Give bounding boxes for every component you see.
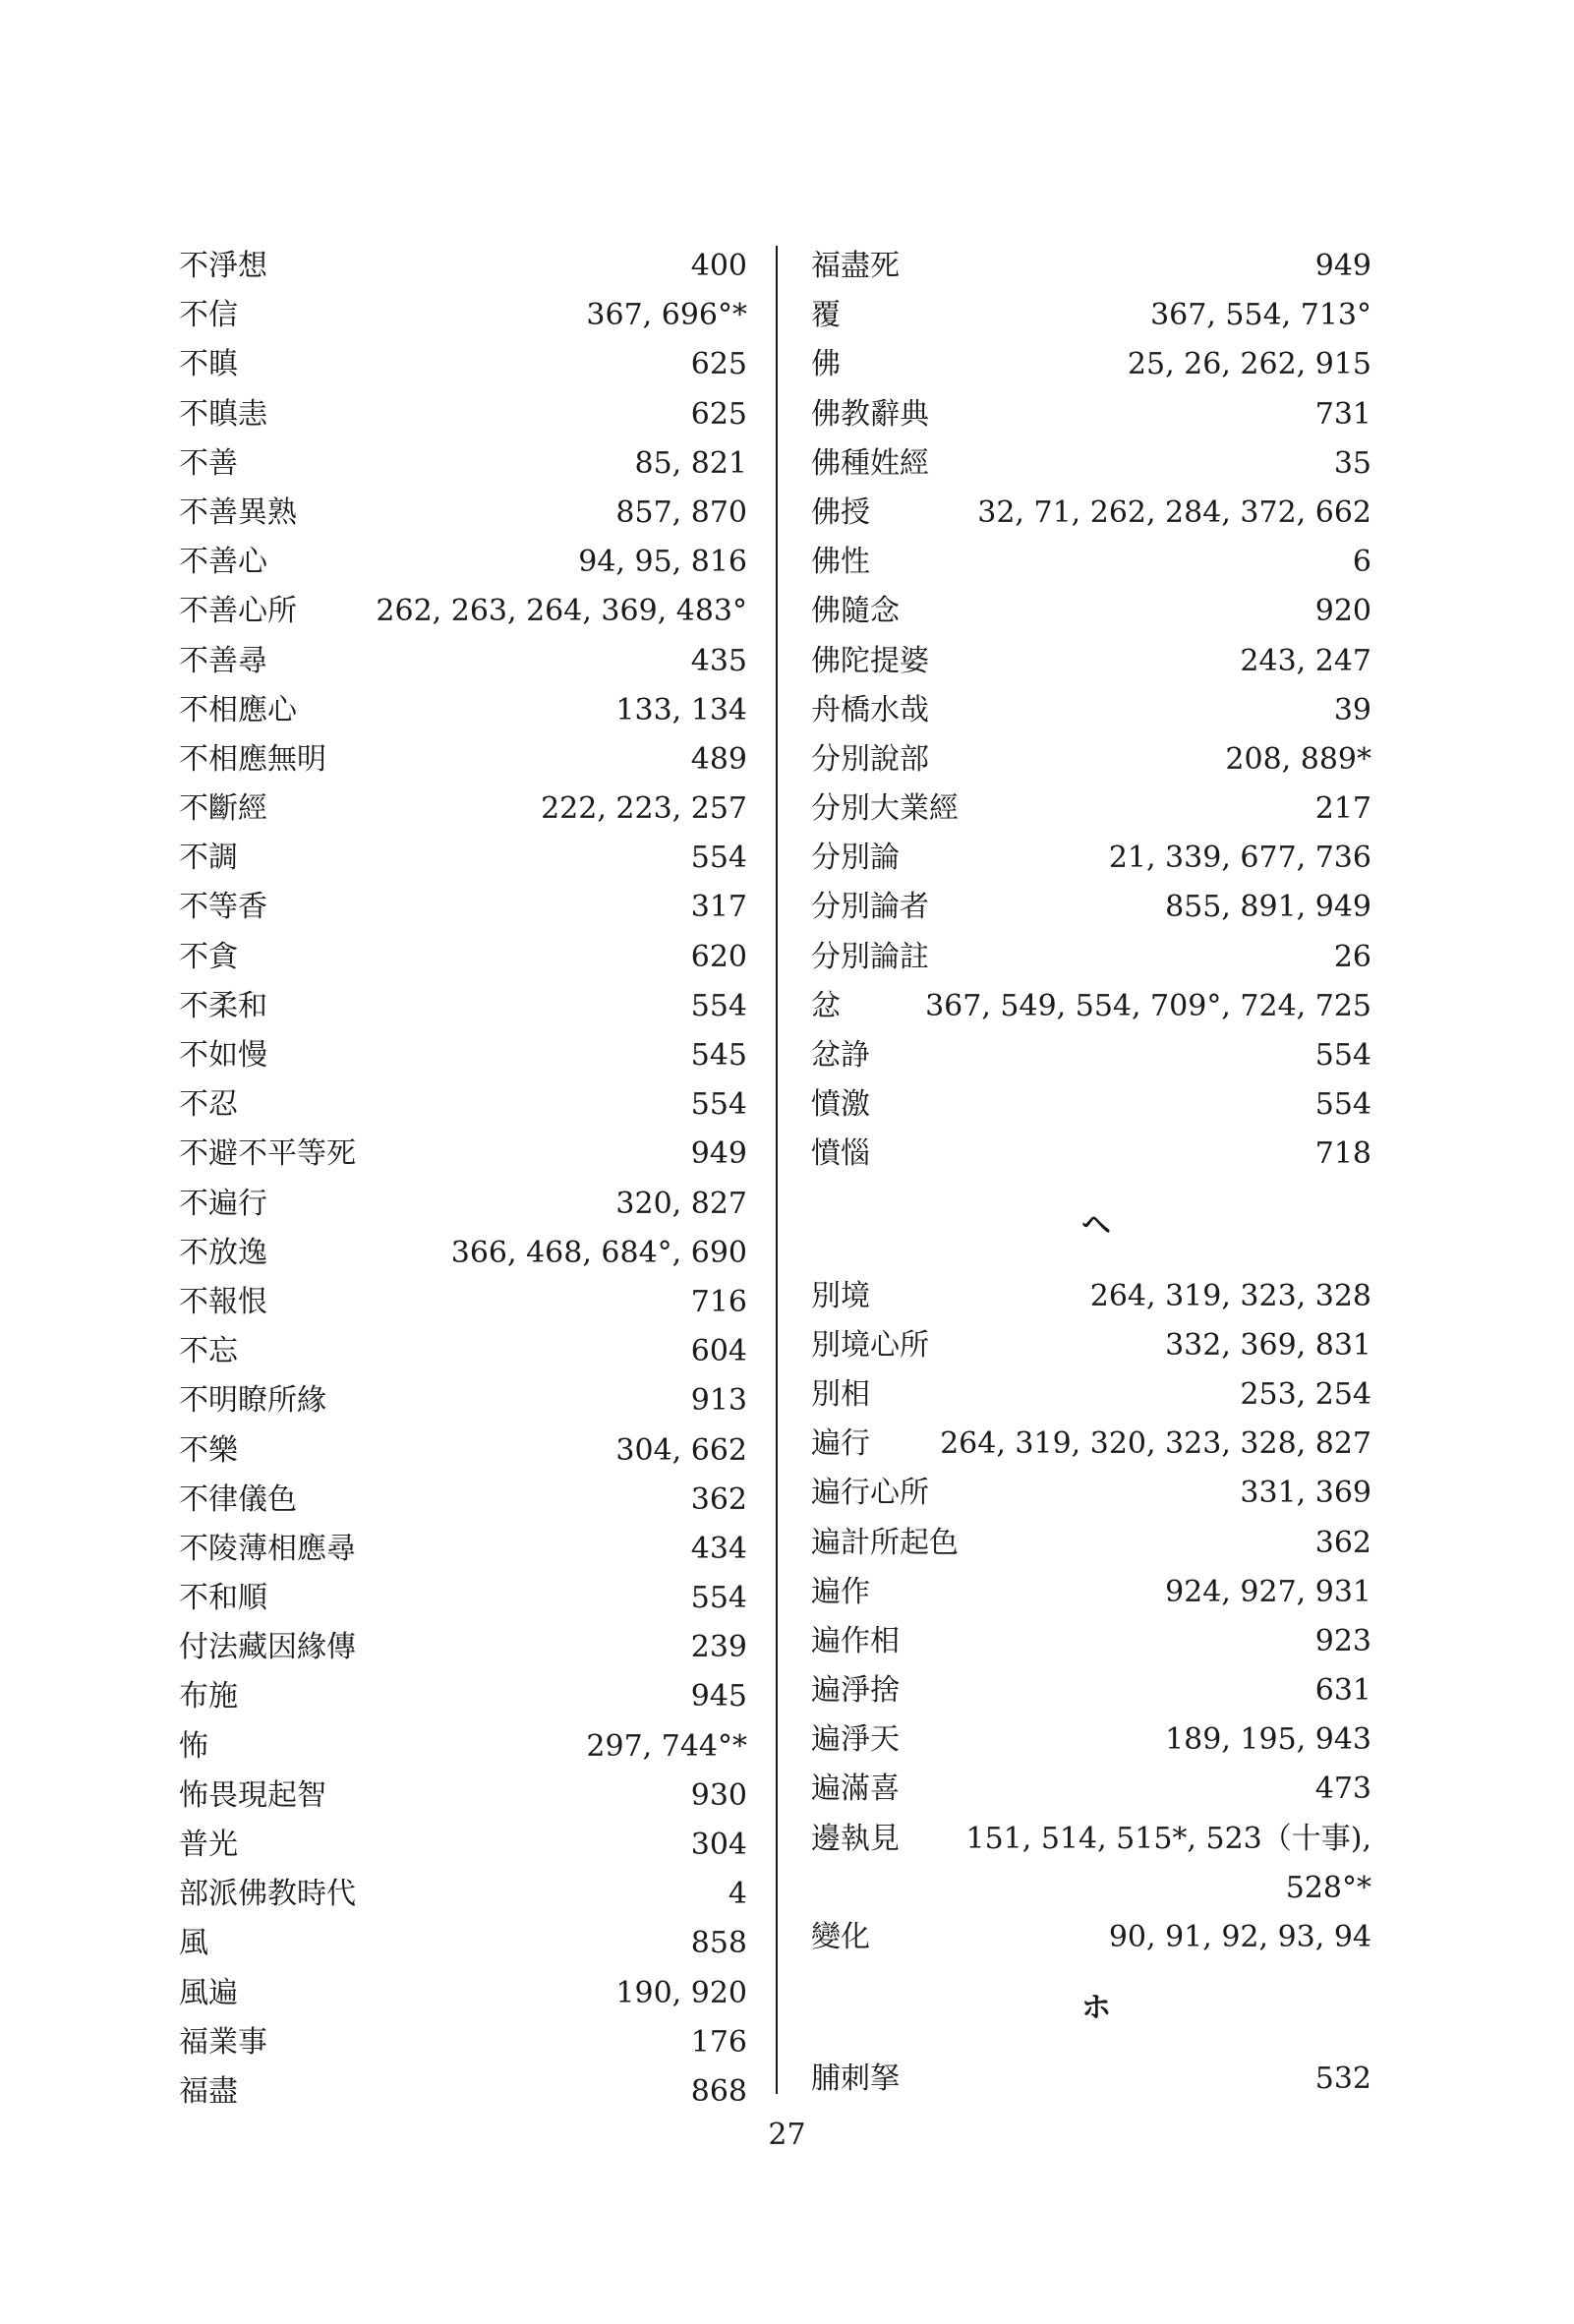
index-term: 遍淨捨	[811, 1673, 900, 1709]
index-term: 福盡死	[811, 249, 900, 283]
index-term: 憤激	[811, 1087, 870, 1123]
index-entry	[811, 390, 1371, 439]
index-page-refs: 857, 870	[615, 494, 747, 530]
index-term: 不調	[179, 841, 238, 876]
index-term: 不明瞭所緣	[179, 1383, 326, 1419]
index-page-refs: 435	[690, 643, 747, 678]
index-page-refs: 367, 696°*	[586, 298, 747, 333]
index-entry	[179, 1772, 747, 1821]
left-column	[179, 242, 747, 2117]
index-term: 不善心所	[179, 594, 297, 629]
index-page-refs: 718	[1314, 1136, 1371, 1172]
index-term: 不遍行	[179, 1186, 267, 1221]
right-column	[811, 242, 1371, 2104]
index-term: 不信	[179, 298, 238, 333]
index-page-refs: 222, 223, 257	[541, 791, 747, 827]
index-term: 不善異熟	[179, 494, 297, 530]
index-term: 佛種姓經	[811, 445, 929, 481]
index-term: 不淨想	[179, 249, 267, 283]
index-page-refs: 625	[690, 347, 747, 382]
index-entry	[811, 439, 1371, 489]
index-term: 遍行	[811, 1426, 870, 1462]
index-page-refs: 297, 744°*	[586, 1728, 747, 1764]
spacer	[811, 1962, 1371, 1984]
index-page-refs: 133, 134	[615, 692, 747, 727]
index-entry	[179, 538, 747, 587]
index-page-refs: 331, 369	[1240, 1476, 1371, 1511]
index-entry	[179, 1229, 747, 1278]
index-term: 不善	[179, 445, 238, 481]
index-entry	[179, 2067, 747, 2117]
index-page-refs: 473	[1314, 1772, 1371, 1807]
index-page-refs: 920	[1314, 594, 1371, 629]
index-term: 布施	[179, 1679, 238, 1714]
index-term: 風	[179, 1926, 208, 1961]
index-page-refs: 362	[690, 1482, 747, 1517]
index-page-refs: 367, 549, 554, 709°, 724, 725	[925, 988, 1371, 1023]
index-entry	[179, 1031, 747, 1080]
index-entry	[179, 1672, 747, 1721]
index-page-refs: 855, 891, 949	[1165, 890, 1371, 925]
index-page-refs: 554	[1314, 1038, 1371, 1073]
right-group-he	[811, 1272, 1371, 1815]
index-entry	[811, 1272, 1371, 1321]
index-term: 不陵薄相應尋	[179, 1531, 356, 1566]
index-term: 不報恨	[179, 1284, 267, 1319]
index-entry	[811, 489, 1371, 538]
index-term: 不相應無明	[179, 741, 326, 777]
index-page-refs: 554	[690, 988, 747, 1023]
index-entry	[811, 538, 1371, 587]
index-term: 不樂	[179, 1432, 238, 1468]
index-term: 不貪	[179, 939, 238, 974]
index-term: 憤惱	[811, 1136, 870, 1172]
section-heading-ho: ホ	[1081, 1991, 1111, 2026]
index-page-refs: 545	[690, 1038, 747, 1073]
index-page-refs: 208, 889*	[1225, 741, 1371, 777]
index-page-refs: 253, 254	[1240, 1376, 1371, 1412]
page-number: 27	[768, 2118, 806, 2152]
index-term: 不柔和	[179, 988, 267, 1023]
index-entry	[811, 982, 1371, 1031]
index-term: 覆	[811, 298, 841, 333]
index-term: 舟橋水哉	[811, 692, 929, 727]
index-entry	[811, 1666, 1371, 1715]
index-entry	[179, 834, 747, 883]
right-group-ho	[811, 2055, 1371, 2104]
index-entry	[811, 1321, 1371, 1370]
index-page-refs: 317	[690, 890, 747, 925]
index-term: 變化	[811, 1920, 870, 1955]
index-term: 不相應心	[179, 692, 297, 727]
spacer	[811, 2033, 1371, 2055]
index-entry	[811, 735, 1371, 784]
index-term: 怖畏現起智	[179, 1777, 326, 1813]
index-term: 不瞋	[179, 347, 238, 382]
index-page-refs: 25, 26, 262, 915	[1127, 347, 1371, 382]
index-term: 分別大業經	[811, 791, 959, 827]
index-entry	[179, 587, 747, 636]
index-entry	[179, 784, 747, 834]
index-entry	[811, 686, 1371, 735]
index-page-refs: 532	[1314, 2062, 1371, 2097]
index-page-refs: 924, 927, 931	[1165, 1574, 1371, 1609]
index-page-refs: 332, 369, 831	[1165, 1327, 1371, 1363]
index-page-refs: 604	[690, 1334, 747, 1369]
section-heading-he: ヘ	[1081, 1207, 1111, 1243]
index-page-refs: 367, 554, 713°	[1150, 298, 1371, 333]
index-entry	[811, 834, 1371, 883]
index-page-refs: 4	[728, 1877, 747, 1912]
index-entry	[179, 933, 747, 982]
index-page-refs: 554	[690, 1087, 747, 1123]
index-term: 分別說部	[811, 741, 929, 777]
index-entry	[179, 982, 747, 1031]
index-term: 不善心	[179, 545, 267, 580]
index-entry	[179, 439, 747, 489]
index-entry	[179, 1623, 747, 1672]
index-entry	[811, 1815, 1371, 1913]
index-term: 佛性	[811, 545, 870, 580]
index-page-refs: 264, 319, 320, 323, 328, 827	[940, 1426, 1371, 1462]
index-term: 風遍	[179, 1975, 238, 2010]
index-page-refs: 362	[1314, 1525, 1371, 1560]
index-term: 遍作相	[811, 1623, 900, 1658]
index-entry	[811, 1420, 1371, 1469]
index-page-refs: 32, 71, 262, 284, 372, 662	[977, 494, 1371, 530]
index-entry	[811, 242, 1371, 291]
index-entry	[811, 1913, 1371, 1962]
index-entry	[179, 1130, 747, 1179]
index-entry	[811, 340, 1371, 389]
index-page-refs: 217	[1314, 791, 1371, 827]
spacer	[811, 1250, 1371, 1272]
index-page-refs: 35	[1333, 445, 1371, 481]
index-page-refs: 554	[690, 841, 747, 876]
index-entry	[811, 1715, 1371, 1765]
index-term: 不瞋恚	[179, 396, 267, 432]
index-page-refs: 731	[1314, 396, 1371, 432]
index-term: 不等香	[179, 890, 267, 925]
index-entry	[179, 1426, 747, 1476]
index-page-refs: 554	[690, 1581, 747, 1616]
index-term: 不如慢	[179, 1038, 267, 1073]
index-page-refs: 868	[690, 2073, 747, 2109]
index-entry	[811, 1370, 1371, 1420]
index-page-refs-continued: 528°*	[1285, 1870, 1371, 1905]
index-page-refs: 913	[690, 1383, 747, 1419]
index-term: 不避不平等死	[179, 1136, 356, 1172]
index-page-refs: 366, 468, 684°, 690	[450, 1235, 747, 1270]
index-page-refs: 945	[690, 1679, 747, 1714]
index-entry	[179, 1870, 747, 1919]
index-entry	[179, 1525, 747, 1574]
index-term: 別境	[811, 1278, 870, 1313]
index-entry	[179, 390, 747, 439]
index-term: 分別論	[811, 841, 900, 876]
index-page-refs: 151, 514, 515*, 523（十事),	[965, 1821, 1371, 1856]
index-term: 邊執見	[811, 1821, 900, 1856]
index-page-refs: 858	[690, 1926, 747, 1961]
index-page-refs: 21, 339, 677, 736	[1108, 841, 1371, 876]
index-page-refs: 489	[690, 741, 747, 777]
index-term: 怖	[179, 1728, 208, 1764]
index-entry	[811, 1617, 1371, 1666]
index-term: 別相	[811, 1376, 870, 1412]
index-entry	[811, 2055, 1371, 2104]
index-entry	[811, 637, 1371, 686]
index-entry	[179, 2018, 747, 2067]
index-entry	[179, 1080, 747, 1130]
index-page-refs: 85, 821	[634, 445, 747, 481]
index-term: 佛陀提婆	[811, 643, 929, 678]
index-entry	[179, 1476, 747, 1525]
index-term: 分別論註	[811, 939, 929, 974]
index-page-refs: 930	[690, 1777, 747, 1813]
index-page-refs: 304	[690, 1828, 747, 1862]
index-entry	[179, 637, 747, 686]
index-page-refs: 6	[1352, 545, 1371, 580]
index-page-refs: 716	[690, 1284, 747, 1319]
index-entry	[811, 883, 1371, 932]
index-term: 忿諍	[811, 1038, 870, 1073]
index-term: 分別論者	[811, 890, 929, 925]
index-term: 部派佛教時代	[179, 1877, 356, 1912]
index-term: 付法藏因緣傳	[179, 1630, 356, 1665]
index-entry	[811, 1080, 1371, 1130]
index-entry	[179, 735, 747, 784]
index-term: 遍滿喜	[811, 1772, 900, 1807]
index-term: 福業事	[179, 2024, 267, 2060]
index-entry	[179, 1722, 747, 1772]
index-entry	[179, 1574, 747, 1623]
index-page-refs: 320, 827	[615, 1186, 747, 1221]
index-page-refs: 264, 319, 323, 328	[1089, 1278, 1371, 1313]
index-page-refs: 434	[690, 1531, 747, 1566]
index-page-refs: 176	[690, 2024, 747, 2060]
column-divider	[776, 246, 778, 2094]
index-entry	[811, 1765, 1371, 1814]
index-entry	[179, 1278, 747, 1327]
index-entry	[179, 1919, 747, 1968]
index-entry	[179, 883, 747, 932]
index-page-refs: 949	[690, 1136, 747, 1172]
index-page-refs: 39	[1333, 692, 1371, 727]
index-page-refs: 304, 662	[615, 1432, 747, 1468]
index-entry	[179, 1376, 747, 1425]
index-page-refs: 554	[1314, 1087, 1371, 1123]
index-entry	[179, 1821, 747, 1870]
index-entry	[179, 340, 747, 389]
index-entry	[811, 291, 1371, 340]
index-term: 遍計所起色	[811, 1525, 959, 1560]
index-term: 普光	[179, 1828, 238, 1862]
index-term: 遍作	[811, 1574, 870, 1609]
index-entry	[179, 242, 747, 291]
index-entry	[179, 686, 747, 735]
spacer	[811, 1180, 1371, 1201]
index-entry	[811, 1568, 1371, 1617]
index-term: 不和順	[179, 1581, 267, 1616]
index-entry	[811, 933, 1371, 982]
index-page-refs: 400	[690, 249, 747, 283]
index-page-refs: 631	[1314, 1673, 1371, 1709]
index-term: 不善尋	[179, 643, 267, 678]
index-page-refs: 243, 247	[1240, 643, 1371, 678]
index-page-refs: 923	[1314, 1623, 1371, 1658]
index-term: 不忘	[179, 1334, 238, 1369]
index-term: 不斷經	[179, 791, 267, 827]
index-term: 佛授	[811, 494, 870, 530]
index-term: 遍淨天	[811, 1722, 900, 1758]
index-term: 不放逸	[179, 1235, 267, 1270]
index-term: 不律儀色	[179, 1482, 297, 1517]
index-term: 脯刺拏	[811, 2062, 900, 2097]
index-term: 遍行心所	[811, 1476, 929, 1511]
index-entry	[811, 587, 1371, 636]
index-term: 佛	[811, 347, 841, 382]
index-entry	[179, 489, 747, 538]
index-page-refs: 262, 263, 264, 369, 483°	[376, 594, 747, 629]
index-entry	[811, 784, 1371, 834]
index-page-refs: 625	[690, 396, 747, 432]
index-entry	[811, 1519, 1371, 1568]
index-page-refs: 90, 91, 92, 93, 94	[1108, 1920, 1371, 1955]
index-term: 別境心所	[811, 1327, 929, 1363]
index-term: 忿	[811, 988, 841, 1023]
index-page-refs: 620	[690, 939, 747, 974]
index-page-refs: 949	[1314, 249, 1371, 283]
index-entry	[179, 291, 747, 340]
index-page-refs: 190, 920	[615, 1975, 747, 2010]
index-term: 福盡	[179, 2073, 238, 2109]
index-entry	[179, 1327, 747, 1376]
index-entry	[179, 1180, 747, 1229]
index-page-refs: 26	[1333, 939, 1371, 974]
index-entry	[179, 1969, 747, 2018]
index-term: 不忍	[179, 1087, 238, 1123]
index-term: 佛隨念	[811, 594, 900, 629]
index-page-refs: 189, 195, 943	[1165, 1722, 1371, 1758]
index-entry	[811, 1469, 1371, 1518]
index-page-refs: 239	[690, 1630, 747, 1665]
right-group-fu	[811, 242, 1371, 1180]
index-page-refs: 94, 95, 816	[578, 545, 747, 580]
index-term: 佛教辭典	[811, 396, 929, 432]
index-entry	[811, 1130, 1371, 1179]
index-entry	[811, 1031, 1371, 1080]
